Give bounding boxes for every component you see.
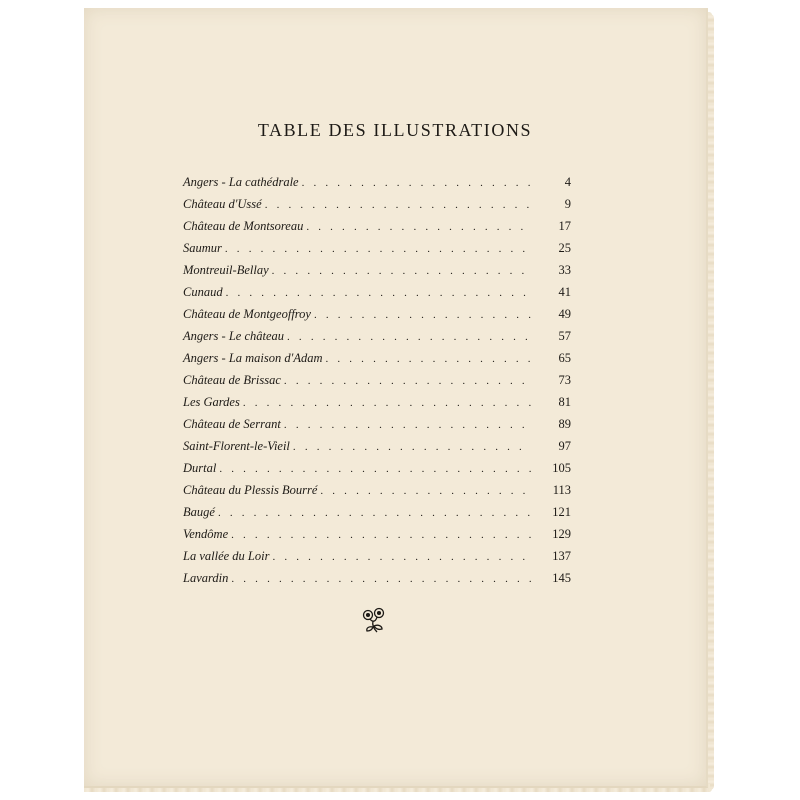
toc-entry	[183, 241, 571, 263]
dot-leader	[314, 309, 531, 321]
dot-leader	[218, 507, 531, 519]
floral-ornament-icon	[358, 605, 390, 637]
dot-leader	[231, 573, 531, 585]
toc-entry-label: Les Gardes	[183, 395, 240, 409]
dot-leader	[306, 221, 531, 233]
toc-entry-label: Baugé	[183, 505, 215, 519]
dot-leader	[284, 419, 531, 431]
toc-entry-page: 25	[558, 241, 571, 255]
dot-leader	[320, 485, 531, 497]
toc-entry	[183, 395, 571, 417]
toc-entry	[183, 527, 571, 549]
toc-entry	[183, 351, 571, 373]
toc-entry	[183, 483, 571, 505]
toc-entry-page: 89	[558, 417, 571, 431]
dot-leader	[272, 551, 531, 563]
toc-entry	[183, 373, 571, 395]
toc-entry-page: 81	[558, 395, 571, 409]
toc-entry	[183, 219, 571, 241]
toc-entry	[183, 461, 571, 483]
toc-entry-label: Montreuil-Bellay	[183, 263, 269, 277]
toc-entry-page: 113	[552, 483, 571, 497]
dot-leader	[265, 199, 531, 211]
toc-entry-page: 105	[552, 461, 571, 475]
toc-entry-label: Angers - La cathédrale	[183, 175, 299, 189]
toc-entry	[183, 197, 571, 219]
toc-entry-page: 33	[558, 263, 571, 277]
page-title: TABLE DES ILLUSTRATIONS	[257, 120, 533, 140]
toc-entry-page: 73	[558, 373, 571, 387]
toc-entry-page: 41	[558, 285, 571, 299]
dot-leader	[287, 331, 531, 343]
toc-entry-label: Vendôme	[183, 527, 229, 541]
toc-entry-page: 4	[564, 175, 571, 189]
toc-entry-label: Château de Montgeoffroy	[183, 307, 311, 321]
dot-leader	[231, 529, 531, 541]
toc-entry-page: 145	[552, 571, 571, 585]
toc-entry-label: Château de Serrant	[183, 417, 281, 431]
toc-entry-label: Lavardin	[183, 571, 229, 585]
toc-entry-label: Château de Brissac	[183, 373, 281, 387]
toc-entry-label: La vallée du Loir	[183, 549, 270, 563]
toc-entry-page: 121	[552, 505, 571, 519]
toc-entry-label: Angers - La maison d'Adam	[183, 351, 323, 365]
toc-entry	[183, 263, 571, 285]
toc-entry-page: 57	[558, 329, 571, 343]
toc-entry	[183, 549, 571, 571]
toc-entry	[183, 307, 571, 329]
toc-entry-page: 65	[558, 351, 571, 365]
toc-entry-page: 17	[558, 219, 571, 233]
dot-leader	[225, 243, 531, 255]
dot-leader	[219, 463, 531, 475]
toc-entry-page: 49	[558, 307, 571, 321]
dot-leader	[226, 287, 531, 299]
toc-entry	[183, 505, 571, 527]
toc-entry	[183, 175, 571, 197]
toc-entry-label: Château de Montsoreau	[183, 219, 304, 233]
toc-entry-label: Saumur	[183, 241, 222, 255]
dot-leader	[284, 375, 531, 387]
toc-entry	[183, 329, 571, 351]
toc-entry-label: Cunaud	[183, 285, 223, 299]
toc-entry	[183, 285, 571, 307]
toc-entry-label: Saint-Florent-le-Vieil	[183, 439, 290, 453]
toc-entry	[183, 417, 571, 439]
toc-entry-page: 137	[552, 549, 571, 563]
dot-leader	[272, 265, 531, 277]
toc-entry-label: Angers - Le château	[183, 329, 285, 343]
toc-entry-label: Château du Plessis Bourré	[183, 483, 318, 497]
dot-leader	[325, 353, 531, 365]
toc-entry-label: Château d'Ussé	[183, 197, 262, 211]
toc-entry-page: 97	[558, 439, 571, 453]
toc-entry	[183, 439, 571, 461]
toc-entry-page: 129	[552, 527, 571, 541]
dot-leader	[243, 397, 531, 409]
table-of-illustrations	[183, 175, 571, 593]
toc-entry-label: Durtal	[183, 461, 217, 475]
toc-entry	[183, 571, 571, 593]
dot-leader	[293, 441, 531, 453]
toc-entry-page: 9	[564, 197, 571, 211]
dot-leader	[302, 177, 531, 189]
